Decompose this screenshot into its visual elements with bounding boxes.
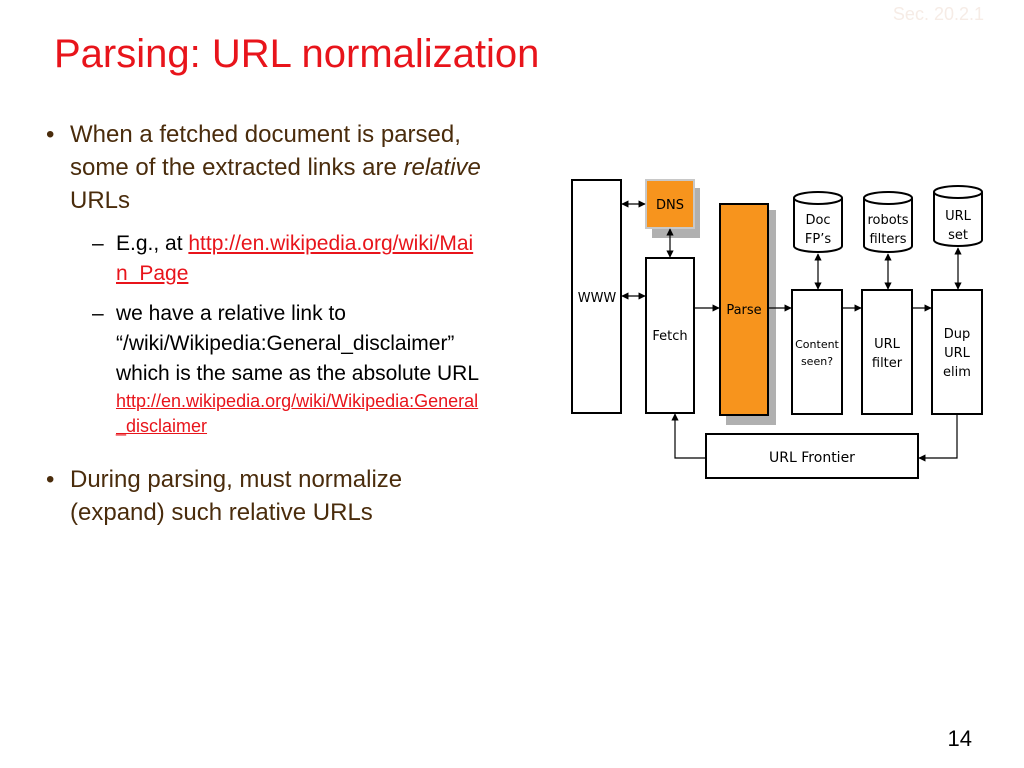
robots-filters-label-line2: filters — [869, 232, 907, 247]
sub-bullet-text: we have a relative link to “/wiki/Wikipedia:General_disclaimer” which is the same as the absolute URL — [116, 302, 479, 385]
main-page-link[interactable]: http://en.wikipedia.org/wiki/Main_Page — [116, 232, 474, 285]
bullet-normalize — [46, 463, 482, 529]
bullet-list — [46, 118, 482, 541]
sub-bullet-text: E.g., at — [116, 232, 189, 255]
dns-label: DNS — [656, 198, 684, 213]
bullet-dot: • — [46, 466, 55, 493]
url-set-label-line1: URL — [945, 209, 971, 224]
doc-fps-label-line1: Doc — [805, 213, 831, 228]
url-filter-box — [862, 290, 912, 414]
www-label: WWW — [577, 291, 617, 306]
bullet-text: During parsing, must normalize (expand) such relative URLs — [70, 466, 403, 526]
content-seen-box — [792, 290, 842, 414]
doc-fps-store — [794, 192, 842, 252]
section-reference: Sec. 20.2.1 — [892, 4, 984, 24]
sub-bullet-example — [46, 229, 482, 289]
bullet-emphasis: relative — [403, 154, 481, 181]
slide-title: Parsing: URL normalization — [54, 32, 540, 76]
url-frontier-label: URL Frontier — [769, 450, 855, 466]
url-set-store — [934, 186, 982, 246]
robots-filters-label-line1: robots — [867, 213, 909, 228]
disclaimer-link[interactable]: http://en.wikipedia.org/wiki/Wikipedia:General_disclaimer — [116, 391, 479, 436]
bullet-text-suffix: URLs — [70, 187, 131, 214]
robots-filters-store — [864, 192, 912, 252]
url-filter-label-line1: URL — [874, 337, 900, 352]
url-filter-label-line2: filter — [871, 356, 903, 371]
dup-url-elim-label-line1: Dup — [943, 327, 971, 342]
bullet-text: When a fetched document is parsed, some of the extracted links are — [70, 121, 461, 181]
crawler-architecture-diagram — [560, 170, 990, 490]
fetch-label: Fetch — [652, 329, 688, 344]
url-set-label-line2: set — [948, 228, 968, 243]
dup-url-elim-label-line2: URL — [944, 346, 970, 361]
sub-bullet-dash: – — [92, 232, 104, 255]
sub-bullet-relative-link — [46, 299, 482, 441]
doc-fps-label-line2: FP’s — [804, 232, 832, 247]
content-seen-label-line1: Content — [795, 338, 839, 351]
bullet-relative-urls — [46, 118, 482, 217]
dup-url-elim-label-line3: elim — [943, 365, 971, 380]
sub-bullet-dash: – — [92, 302, 104, 325]
bullet-dot: • — [46, 121, 55, 148]
content-seen-label-line2: seen? — [800, 355, 834, 368]
parse-label: Parse — [726, 303, 762, 318]
page-number: 14 — [947, 726, 972, 751]
